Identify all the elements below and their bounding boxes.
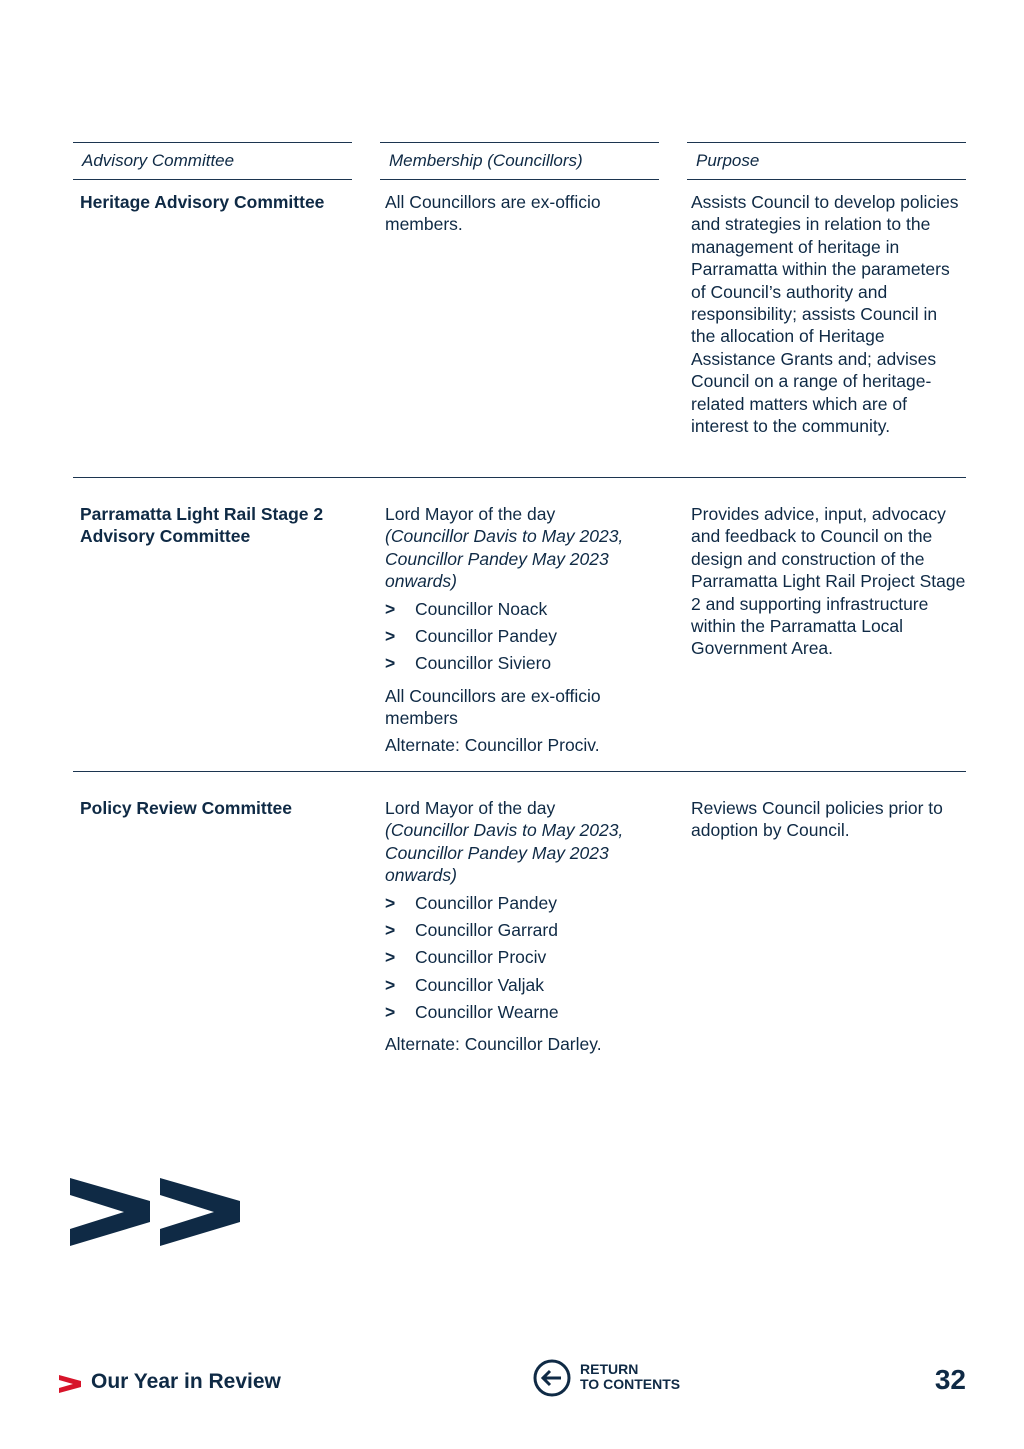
member-item <box>385 625 655 652</box>
member-name: Councillor Pandey <box>415 892 558 913</box>
member-name: Councillor Garrard <box>415 919 558 940</box>
bullet-chevron-icon: > <box>385 1001 396 1022</box>
bullet-chevron-icon: > <box>385 625 396 646</box>
header-label: Purpose <box>696 151 760 170</box>
member-name: Councillor Prociv <box>415 947 547 968</box>
header-purpose <box>687 142 966 180</box>
lead-member: Lord Mayor of the day <box>385 504 556 524</box>
bullet-chevron-icon: > <box>385 947 396 968</box>
header-advisory-committee <box>73 142 352 180</box>
lead-note: (Councillor Davis to May 2023, Councillor Pandey May 2023 onwards) <box>385 526 624 592</box>
committee-name: Parramatta Light Rail Stage 2 Advisory Committee <box>80 504 324 547</box>
header-label: Membership (Councillors) <box>389 151 583 170</box>
committee-members <box>385 503 655 757</box>
bullet-chevron-icon: > <box>385 974 396 995</box>
committee-name: Policy Review Committee <box>80 798 293 818</box>
bullet-chevron-icon: > <box>385 892 396 913</box>
member-item <box>385 892 655 919</box>
member-item <box>385 1001 655 1028</box>
member-list <box>385 892 655 1028</box>
committee-members: All Councillors are ex-officio members. <box>385 192 601 235</box>
double-chevron-icon <box>68 1176 244 1248</box>
bullet-chevron-icon: > <box>385 598 396 619</box>
page-number: 32 <box>934 1364 966 1395</box>
member-name: Councillor Wearne <box>415 1001 559 1022</box>
alternate-member: Alternate: Councillor Prociv. <box>385 735 600 756</box>
row-divider <box>73 771 966 772</box>
member-name: Councillor Valjak <box>415 974 545 995</box>
return-to-contents-button[interactable] <box>532 1358 692 1398</box>
back-arrow-circle-icon <box>532 1358 572 1398</box>
member-item <box>385 974 655 1001</box>
committee-name: Heritage Advisory Committee <box>80 192 325 212</box>
member-name: Councillor Pandey <box>415 625 558 646</box>
committee-purpose: Reviews Council policies prior to adoption by Council. <box>691 798 943 841</box>
committee-members <box>385 797 655 1056</box>
row-divider <box>73 477 966 478</box>
member-item <box>385 919 655 946</box>
member-item <box>385 598 655 625</box>
section-title: Our Year in Review <box>91 1370 281 1393</box>
lead-member: Lord Mayor of the day <box>385 798 556 818</box>
committee-purpose: Provides advice, input, advocacy and feedback to Council on the design and construction of the Parramatta Light Rail Project Stage 2 and supporting infrastructure within the Parramatta Local Government Area. <box>691 504 966 659</box>
member-item <box>385 946 655 973</box>
alternate-member: Alternate: Councillor Darley. <box>385 1034 602 1055</box>
ex-officio-note: All Councillors are ex-officio members <box>385 685 601 728</box>
header-membership <box>380 142 659 180</box>
return-label <box>580 1362 680 1392</box>
member-name: Councillor Siviero <box>415 653 552 674</box>
header-label: Advisory Committee <box>82 151 235 170</box>
bullet-chevron-icon: > <box>385 653 396 674</box>
return-line-2: TO CONTENTS <box>580 1376 681 1392</box>
member-item <box>385 652 655 679</box>
red-chevron-icon <box>58 1372 82 1396</box>
lead-note: (Councillor Davis to May 2023, Councillor Pandey May 2023 onwards) <box>385 820 624 886</box>
bullet-chevron-icon: > <box>385 919 396 940</box>
committee-purpose: Assists Council to develop policies and strategies in relation to the management of heritage in Parramatta within the parameters of Council’s authority and responsibility; assists Council in the allocation of Heritage Assistance Grants and; advises Council on a range of heritage-related matters which are of interest to the community. <box>691 192 959 437</box>
return-line-1: RETURN <box>580 1361 639 1377</box>
member-list <box>385 598 655 680</box>
member-name: Councillor Noack <box>415 598 548 619</box>
